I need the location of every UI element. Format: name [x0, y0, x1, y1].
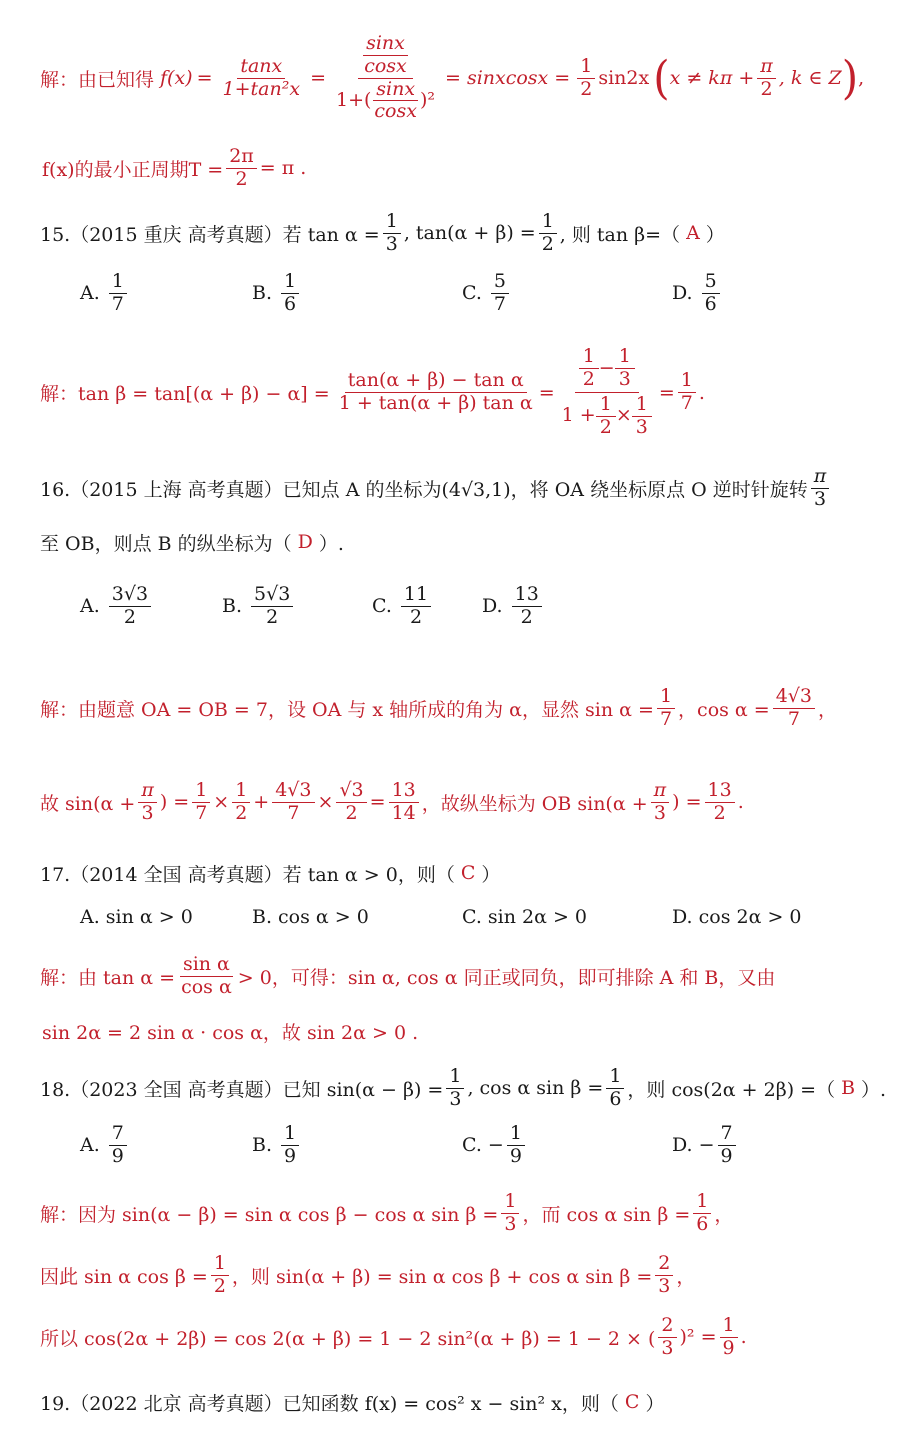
q17-solution-line-2: sin 2α = 2 sin α · cos α，故 sin 2α > 0 .	[42, 1021, 419, 1044]
q16-solution-line-1: 解：由题意 OA = OB = 7，设 OA 与 x 轴所成的角为 α，显然 sin α = $\frac{1}{7}$ ，cos α = $\frac{4√3}{7}$ ，	[40, 684, 838, 730]
q16-answer: D	[297, 531, 313, 553]
q16-option-b: B. $\frac{5√3}{2}$	[222, 585, 296, 628]
intro-line-2	[42, 140, 306, 196]
intro-period-text: f(x)的最小正周期T =	[42, 158, 224, 181]
q18-option-d: D. − $\frac{7}{9}$	[672, 1124, 739, 1167]
q18-solution-line-2: 因此 sin α cos β = $\frac{1}{2}$ ，则 sin(α + β) = sin α cos β + cos α sin β = $\frac{2}{3}$ ，	[40, 1251, 696, 1297]
q17-answer: C	[460, 862, 476, 884]
intro-frac-2: $\frac{\sin x}{\cos x}$ 1+( $\frac{\sin x}{\cos x}$ )²	[335, 31, 435, 123]
q17-solution-line-1: 解：由 tan α = $\frac{\text{sin α}}{\text{cos α}}$ > 0，可得：sin α, cos α 同正或同负，即可排除 A 和 B，又由	[40, 952, 776, 998]
q15-option-a: A. $\frac{1}{7}$	[80, 272, 130, 315]
q18-solution-line-3: 所以 cos(2α + 2β) = cos 2(α + β) = 1 − 2 sin²(α + β) = 1 − 2 × ( $\frac{2}{3}$ )² = $\frac{1}{9}$ .	[40, 1313, 747, 1359]
q16-solution-line-2: 故 sin(α + $\frac{\pi}{3}$ ) = $\frac{1}{7}$ × $\frac{1}{2}$ + $\frac{4√3}{7}$ × $\frac{√3}{2}$ = $\frac{13}{14}$ ，故纵坐标为 OB sin(α + $\frac{\pi}{3}$ ) = $\frac{13}{2}$ .	[40, 778, 744, 824]
q17-option-d: D. cos 2α > 0	[672, 906, 802, 928]
q16-stem-line-1: 16.（2015 上海 高考真题）已知点 A 的坐标为(4√3,1)，将 OA 绕坐标原点 O 逆时针旋转 $\frac{\pi}{3}$	[40, 460, 832, 516]
intro-period-end: = π .	[259, 157, 307, 179]
intro-frac-1: $\frac{\tan x}{\text{1+tan²x}}$	[222, 54, 301, 100]
q18-option-a: A. $\frac{7}{9}$	[80, 1124, 130, 1167]
q17-option-b: B. cos α > 0	[252, 906, 369, 928]
q17-stem: 17.（2014 全国 高考真题）若 tan α > 0，则（ C ）	[40, 862, 501, 886]
q19-answer: C	[624, 1391, 640, 1413]
q15-stem: 15.（2015 重庆 高考真题）若 tan α = $\frac{1}{3}$ , tan(α + β) = $\frac{1}{2}$ , 则 tan β=（ A ）	[40, 209, 725, 255]
intro-eq4-tail: sin2x	[598, 67, 650, 89]
q18-solution-line-1: 解：因为 sin(α − β) = sin α cos β − cos α sin β = $\frac{1}{3}$ ，而 cos α sin β = $\frac{1}{6}$ ，	[40, 1189, 734, 1235]
q15-option-c: C. $\frac{5}{7}$	[462, 272, 512, 315]
q15-complex-frac: $\frac{1}{2}$ − $\frac{1}{3}$ 1 + $\frac{1}{2}$ × $\frac{1}{3}$	[558, 345, 656, 440]
q18-stem: 18.（2023 全国 高考真题）已知 sin(α − β) = $\frac{1}{3}$ , cos α sin β = $\frac{1}{6}$ ，则 cos(2α + 2β) =（ B ）.	[40, 1064, 887, 1110]
q19-stem: 19.（2022 北京 高考真题）已知函数 f(x) = cos² x − sin² x，则（ C ）	[40, 1391, 665, 1415]
q18-answer: B	[841, 1077, 856, 1099]
intro-eq3: = sinxcosx =	[444, 67, 571, 89]
intro-f: f(x)	[160, 67, 193, 89]
intro-cond-b: , k ∈ Z	[778, 67, 842, 89]
q15-solution: 解：tan β = tan[(α + β) − α] = $\frac{\text{tan(α + β) − tan α}}{\text{1 + tan(α + β) tan α}}$ = $\frac{1}{2}$ − $\frac{1}{3}$ 1 + $\frac{1}{2}$ × $\frac{1}{3}$ = $\frac{1}{7}$ .	[40, 345, 705, 438]
intro-frac-4: $\frac{1}{2}$	[577, 57, 595, 100]
intro-cond-a: x ≠ kπ +	[669, 67, 755, 89]
q16-option-c: C. $\frac{11}{2}$	[372, 585, 434, 628]
q15-option-d: D. $\frac{5}{6}$	[672, 272, 723, 315]
q15-answer: A	[686, 222, 700, 244]
q16-stem-line-2: 至 OB，则点 B 的纵坐标为（ D ）.	[40, 531, 344, 555]
q18-option-c: C. − $\frac{1}{9}$	[462, 1124, 528, 1167]
q16-option-d: D. $\frac{13}{2}$	[482, 585, 545, 628]
q16-option-a: A. $\frac{3√3}{2}$	[80, 585, 154, 628]
intro-label: 解：由已知得	[40, 68, 155, 91]
q18-option-b: B. $\frac{1}{9}$	[252, 1124, 302, 1167]
q15-option-b: B. $\frac{1}{6}$	[252, 272, 302, 315]
intro-line-1: 解：由已知得 f(x) = $\frac{\tan x}{\text{1+tan²x}}$ = $\frac{\sin x}{\cos x}$ 1+( $\frac{\sin x}{\cos x}$ )² = sinxcosx = $\frac{1}{2}$ sin2x ( x ≠ kπ + $\frac{\pi}{2}$ , k ∈ Z ) ,	[40, 31, 865, 123]
intro-cond-frac: $\frac{\pi}{2}$	[757, 57, 776, 100]
intro-period-frac: $\frac{2\pi}{2}$	[226, 147, 257, 190]
q17-option-c: C. sin 2α > 0	[462, 906, 588, 928]
q17-option-a: A. sin α > 0	[80, 906, 193, 928]
